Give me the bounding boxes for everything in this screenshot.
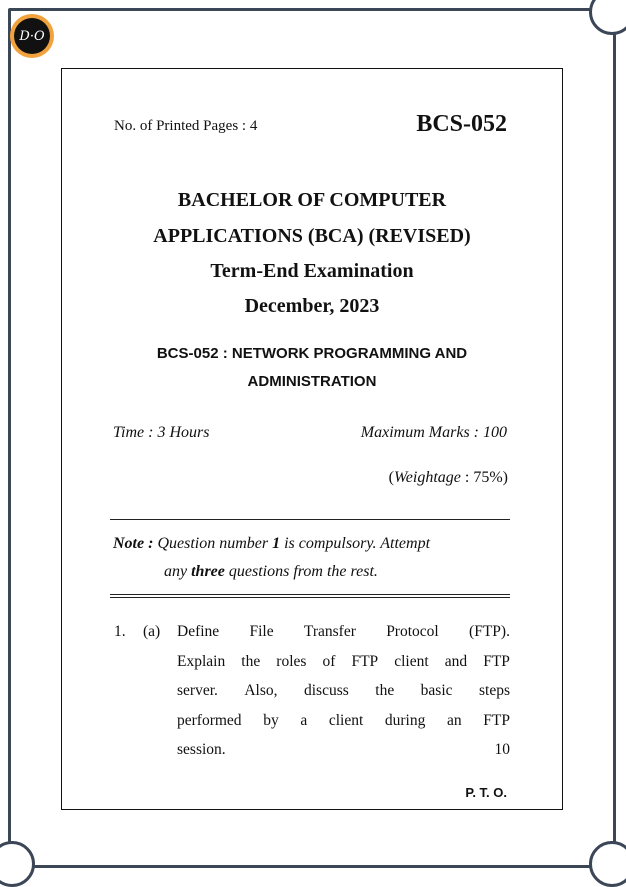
question-last-text: session.	[177, 741, 226, 758]
question-number: 1.	[114, 623, 126, 640]
course-code: BCS-052	[416, 111, 507, 137]
pto-label: P. T. O.	[465, 785, 507, 800]
note-text-d: questions from the rest.	[224, 563, 378, 580]
printed-pages: No. of Printed Pages : 4	[114, 118, 258, 134]
corner-decoration-top-right	[589, 0, 626, 35]
exam-paper	[61, 68, 563, 810]
divider-double-1	[110, 594, 510, 595]
question-word: a	[300, 712, 308, 729]
question-word: Transfer	[303, 623, 356, 640]
question-word: steps	[479, 682, 510, 699]
question-word: FTP	[483, 712, 510, 729]
question-line	[177, 682, 510, 700]
question-word: by	[263, 712, 279, 729]
corner-decoration-bottom-right	[589, 841, 626, 887]
divider-double-2	[110, 597, 510, 598]
note-line2	[164, 563, 378, 581]
note-line1	[113, 535, 430, 553]
question-word: discuss	[304, 682, 349, 699]
question-marks: 10	[494, 741, 510, 758]
question-word: during	[384, 712, 426, 729]
logo	[10, 14, 54, 58]
question-line	[177, 623, 510, 641]
degree-title-line1: BACHELOR OF COMPUTER	[177, 189, 447, 211]
question-word: the	[241, 653, 261, 670]
corner-decoration-bottom-left	[0, 841, 35, 887]
subject-line2: ADMINISTRATION	[247, 373, 377, 390]
logo-text: D·O	[14, 18, 50, 54]
exam-date: December, 2023	[244, 295, 380, 317]
note-text-c: any	[164, 563, 192, 580]
note-number: 1	[272, 535, 281, 552]
question-word: the	[375, 682, 395, 699]
question-word: server.	[177, 682, 218, 699]
degree-title-line2: APPLICATIONS (BCA) (REVISED)	[153, 225, 471, 247]
note-text-a: Question number	[157, 535, 273, 552]
question-word: FTP	[483, 653, 510, 670]
subject-line1: BCS-052 : NETWORK PROGRAMMING AND	[156, 345, 468, 362]
question-word: Also,	[244, 682, 278, 699]
question-word: an	[446, 712, 462, 729]
question-word: Explain	[177, 653, 226, 670]
weightage: (Weightage : 75%)	[388, 469, 508, 486]
question-line	[177, 712, 510, 730]
question-word: FTP	[351, 653, 379, 670]
question-part: (a)	[143, 623, 161, 640]
note-text-b: is compulsory. Attempt	[280, 535, 431, 552]
question-word: and	[444, 653, 468, 670]
note-three: three	[191, 563, 225, 580]
weightage-value: : 75%)	[464, 469, 508, 486]
question-line	[177, 653, 510, 671]
question-word: (FTP).	[469, 623, 510, 640]
maximum-marks: Maximum Marks : 100	[360, 424, 507, 441]
question-word: Protocol	[386, 623, 439, 640]
time-allowed: Time : 3 Hours	[113, 424, 210, 441]
question-word: performed	[177, 712, 242, 729]
question-word: client	[328, 712, 364, 729]
question-last-line	[177, 741, 510, 759]
question-word: File	[249, 623, 274, 640]
divider-top	[110, 519, 510, 520]
question-word: of	[322, 653, 336, 670]
question-word: basic	[420, 682, 453, 699]
question-word: roles	[276, 653, 307, 670]
weightage-label: Weightage	[393, 469, 461, 486]
question-word: Define	[177, 623, 220, 640]
question-word: client	[394, 653, 429, 670]
exam-title: Term-End Examination	[210, 260, 414, 282]
note-label: Note :	[113, 535, 154, 552]
